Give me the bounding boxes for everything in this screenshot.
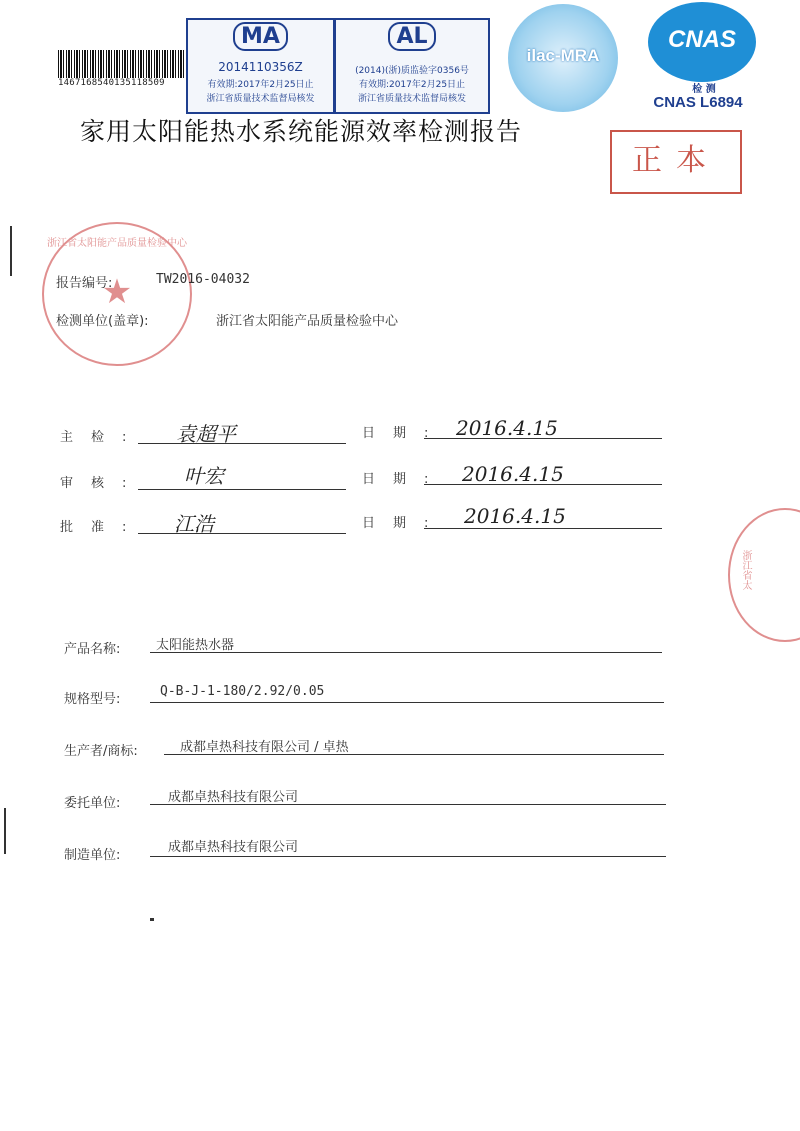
- inspector-date-label: 日期:: [362, 426, 447, 441]
- report-number-value: TW2016-04032: [156, 272, 250, 287]
- cnas-code: CNAS L6894: [653, 94, 743, 111]
- product-name-line: [150, 652, 662, 653]
- test-unit-value: 浙江省太阳能产品质量检验中心: [216, 314, 399, 329]
- reviewer-date-label: 日期:: [362, 472, 447, 487]
- seal-star-icon: ★: [101, 272, 133, 312]
- product-name-value: 太阳能热水器: [156, 638, 235, 653]
- approver-date: 2016.4.15: [464, 504, 566, 528]
- approver-date-label: 日期:: [362, 516, 447, 531]
- cma-validity: 有效期:2017年2月25日止: [207, 80, 314, 90]
- page-title: 家用太阳能热水系统能源效率检测报告: [80, 117, 523, 146]
- manufacturer-line: [150, 856, 666, 857]
- cnas-logo: CNAS: [648, 2, 756, 82]
- test-unit-label: 检测单位(盖章):: [56, 314, 149, 329]
- scan-margin-mark: [4, 808, 6, 854]
- reviewer-label: 审核:: [60, 476, 145, 491]
- approver-date-line: [424, 528, 662, 529]
- barcode: [58, 50, 188, 78]
- cma-number: 2014110356Z: [218, 60, 303, 74]
- cma-certificate: [186, 18, 335, 114]
- inspector-signature: 袁超平: [176, 422, 236, 446]
- approver-label: 批准:: [60, 520, 145, 535]
- cma-issuer: 浙江省质量技术监督局核发: [206, 94, 315, 104]
- producer-value: 成都卓热科技有限公司 / 卓热: [180, 740, 349, 755]
- manufacturer-value: 成都卓热科技有限公司: [168, 840, 299, 855]
- page-edge-seal: 浙江省太: [728, 508, 800, 642]
- approver-signature-line: [138, 533, 346, 534]
- reviewer-signature-line: [138, 489, 346, 490]
- cal-number: (2014)(浙)质监验字0356号: [355, 66, 469, 76]
- client-value: 成都卓热科技有限公司: [168, 790, 299, 805]
- report-number-label: 报告编号:: [56, 276, 113, 291]
- cal-certificate: [334, 18, 490, 114]
- model-label: 规格型号:: [64, 692, 121, 707]
- client-line: [150, 804, 666, 805]
- ilac-mra-logo: ilac-MRA: [508, 4, 618, 112]
- approver-signature: 江浩: [174, 512, 214, 536]
- cal-validity: 有效期:2017年2月25日止: [358, 80, 466, 90]
- client-label: 委托单位:: [64, 796, 121, 811]
- model-value: Q-B-J-1-180/2.92/0.05: [160, 684, 325, 699]
- barcode-number: 1467168540135118509: [58, 78, 165, 88]
- inspector-label: 主检:: [60, 430, 145, 445]
- inspector-date: 2016.4.15: [456, 416, 558, 440]
- reviewer-date: 2016.4.15: [462, 462, 564, 486]
- model-line: [150, 702, 664, 703]
- producer-label: 生产者/商标:: [64, 744, 138, 759]
- inspector-signature-line: [138, 443, 346, 444]
- cnas-subtitle: 检 测: [692, 84, 716, 95]
- producer-line: [164, 754, 664, 755]
- inspection-center-seal: 浙江省太阳能产品质量检验中心 ★: [42, 222, 192, 366]
- scan-margin-mark: [10, 226, 12, 276]
- cal-issuer: 浙江省质量技术监督局核发: [357, 94, 466, 104]
- cal-logo: AL: [336, 24, 488, 49]
- cma-logo: MA: [188, 24, 333, 49]
- manufacturer-label: 制造单位:: [64, 848, 121, 863]
- reviewer-signature: 叶宏: [184, 464, 224, 488]
- original-copy-stamp: 正本: [610, 130, 742, 194]
- product-name-label: 产品名称:: [64, 642, 121, 657]
- scan-dot: [150, 918, 154, 921]
